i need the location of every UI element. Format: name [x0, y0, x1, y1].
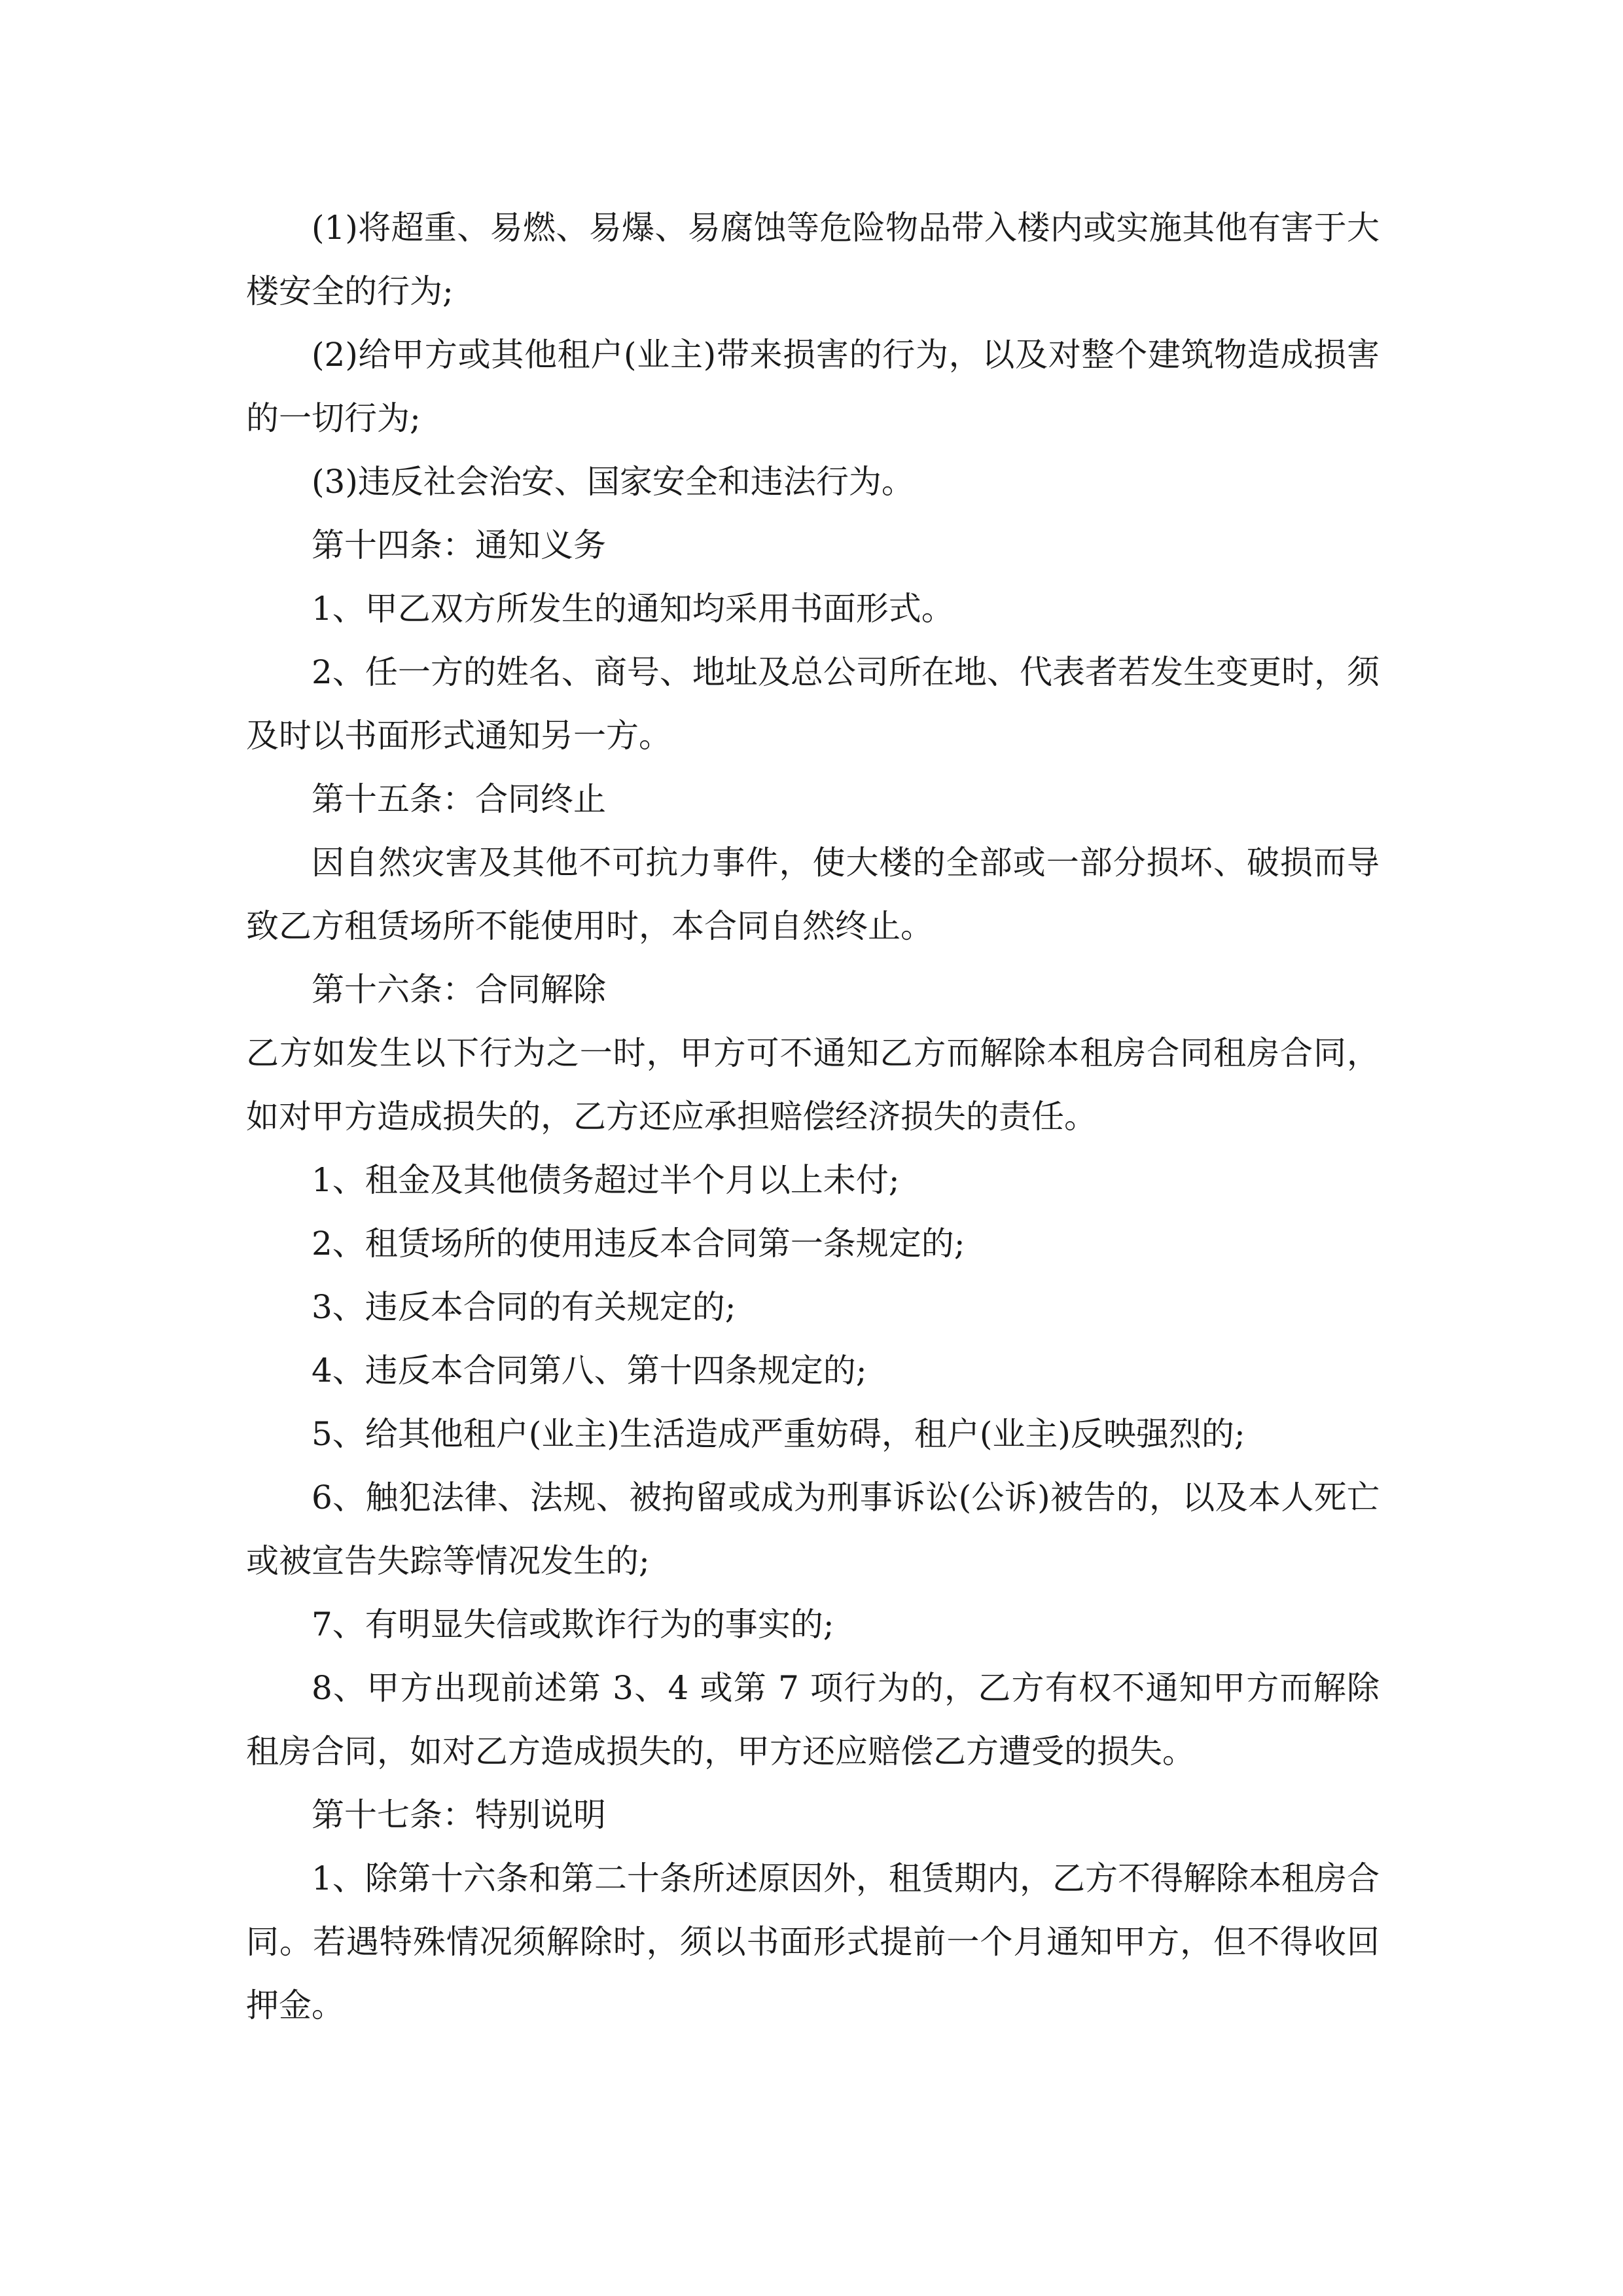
- article-16-clause-1: 1、租金及其他债务超过半个月以上未付;: [312, 1161, 900, 1199]
- article-17-heading: 第十七条：特别说明: [312, 1796, 606, 1834]
- paragraph-item-1: (1)将超重、易燃、易爆、易腐蚀等危险物品带入楼内或实施其他有害于大楼安全的行为;: [246, 209, 1380, 310]
- article-14-clause-2: 2、任一方的姓名、商号、地址及总公司所在地、代表者若发生变更时，须及时以书面形式通知另一方。: [246, 653, 1380, 755]
- paragraph-item-3: (3)违反社会治安、国家安全和违法行为。: [312, 463, 914, 501]
- article-14-clause-1: 1、甲乙双方所发生的通知均采用书面形式。: [312, 590, 954, 628]
- article-16-intro: 乙方如发生以下行为之一时，甲方可不通知乙方而解除本租房合同租房合同，如对甲方造成损失的，乙方还应承担赔偿经济损失的责任。: [246, 1034, 1380, 1136]
- article-16-clause-6: 6、触犯法律、法规、被拘留或成为刑事诉讼(公诉)被告的，以及本人死亡或被宣告失踪等情况发生的;: [246, 1479, 1380, 1580]
- article-16-clause-3: 3、违反本合同的有关规定的;: [312, 1288, 736, 1326]
- document-body: [246, 196, 1380, 2037]
- article-16-clause-7: 7、有明显失信或欺诈行为的事实的;: [312, 1605, 834, 1643]
- article-16-heading: 第十六条：合同解除: [312, 971, 606, 1009]
- article-16-clause-5: 5、给其他租户(业主)生活造成严重妨碍，租户(业主)反映强烈的;: [312, 1415, 1245, 1453]
- article-14-heading: 第十四条：通知义务: [312, 526, 606, 564]
- article-15-heading: 第十五条：合同终止: [312, 780, 606, 818]
- article-16-clause-2: 2、租赁场所的使用违反本合同第一条规定的;: [312, 1225, 965, 1263]
- article-16-clause-8: 8、甲方出现前述第 3、4 或第 7 项行为的，乙方有权不通知甲方而解除租房合同，如对乙方造成损失的，甲方还应赔偿乙方遭受的损失。: [246, 1669, 1380, 1770]
- article-16-clause-4: 4、违反本合同第八、第十四条规定的;: [312, 1352, 867, 1390]
- article-17-clause-1: 1、除第十六条和第二十条所述原因外，租赁期内，乙方不得解除本租房合同。若遇特殊情况须解除时，须以书面形式提前一个月通知甲方，但不得收回押金。: [246, 1859, 1380, 2024]
- article-15-body: 因自然灾害及其他不可抗力事件，使大楼的全部或一部分损坏、破损而导致乙方租赁场所不能使用时，本合同自然终止。: [246, 844, 1380, 945]
- paragraph-item-2: (2)给甲方或其他租户(业主)带来损害的行为，以及对整个建筑物造成损害的一切行为;: [246, 336, 1380, 437]
